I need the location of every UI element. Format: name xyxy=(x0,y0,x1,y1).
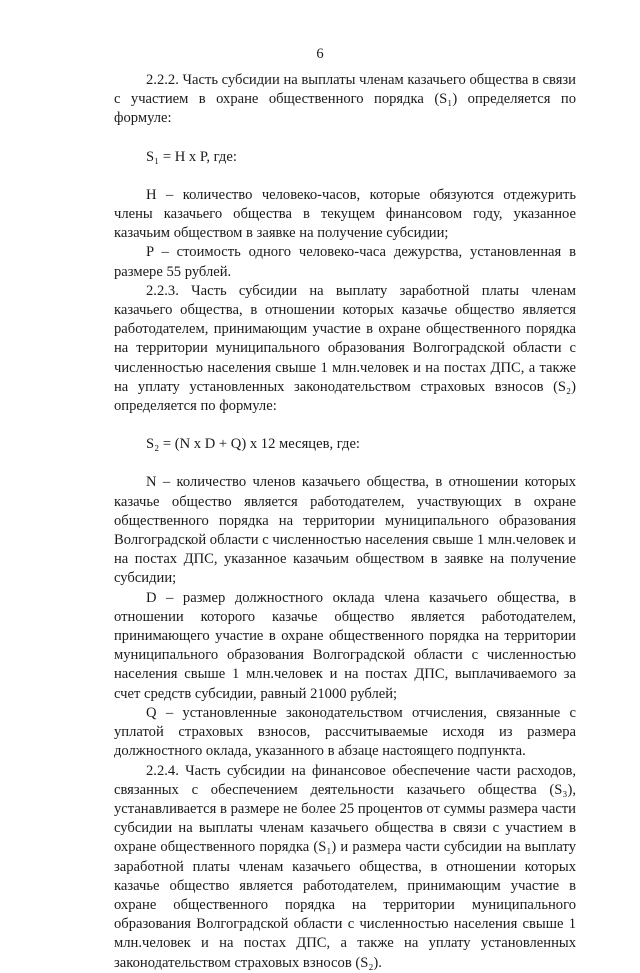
spacer xyxy=(114,167,576,186)
paragraph-2-2-3: 2.2.3. Часть субсидии на выплату заработной платы членам казачьего общества, в отношении которых казачье общество является работодателем, принимающим участие в охране общественного порядка на территории муниципального образования Волгоградской области с численностью населения свыше 1 млн.человек и на постах ДПС, а также на уплату установленных законодательством страховых взносов (S₂) определяется по формуле: xyxy=(114,282,576,415)
definition-h: H – количество человеко-часов, которые обязуются отдежурить члены казачьего общества в текущем финансовом году, указанное казачьим обществом в заявке на получение субсидии; xyxy=(114,186,576,242)
definition-q: Q – установленные законодательством отчисления, связанные с уплатой страховых взносов, рассчитываемые исходя из размера должностного оклада, указанного в абзаце настоящего подпункта. xyxy=(114,704,576,760)
formula-s1: S₁ = H x P, где: xyxy=(146,148,237,165)
paragraph-2-2-2: 2.2.2. Часть субсидии на выплаты членам казачьего общества в связи с участием в охране общественного порядка (S₁) определяется по формуле: xyxy=(114,72,576,127)
definition-n: N – количество членов казачьего общества, в отношении которых казачье общество является работодателем, участвующих в охране общественного порядка на территории муниципального образования Волгоградской области с численностью населения свыше 1 млн.человек и на постах ДПС, указанное казачьим обществом в заявке на получение субсидии; xyxy=(114,474,576,587)
spacer xyxy=(114,454,576,473)
definition-d: D – размер должностного оклада члена казачьего общества, в отношении которого казачье общество является работодателем, принимающего участие в охране общественного порядка на территории муниципального образования Волгоградской области с численностью населения свыше 1 млн.человек и на постах ДПС, выплачиваемого за счет средств субсидии, равный 21000 рублей; xyxy=(114,589,576,702)
formula-s2: S₂ = (N x D + Q) x 12 месяцев, где: xyxy=(146,436,360,453)
definition-p: P – стоимость одного человеко-часа дежурства, установленная в размере 55 рублей. xyxy=(114,244,576,280)
page-number: 6 xyxy=(316,46,324,62)
paragraph-2-2-4: 2.2.4. Часть субсидии на финансовое обеспечение части расходов, связанных с обеспечением деятельности казачьего общества (S₃), устанавливается в размере не более 25 процентов от суммы размера части субсидии на выплаты членам казачьего общества в связи с участием в охране общественного порядка (S₁) и размера части субсидии на выплату заработной платы членам казачьего общества, в отношении которых казачье общество является работодателем, принимающим участие в охране общественного порядка на территории муниципального образования Волгоградской области с численностью населения свыше 1 млн.человек и на постах ДПС, а также на уплату установленных законодательством страховых взносов (S₂). xyxy=(114,762,576,971)
spacer xyxy=(114,416,576,435)
document-body xyxy=(114,71,576,973)
spacer xyxy=(114,129,576,148)
